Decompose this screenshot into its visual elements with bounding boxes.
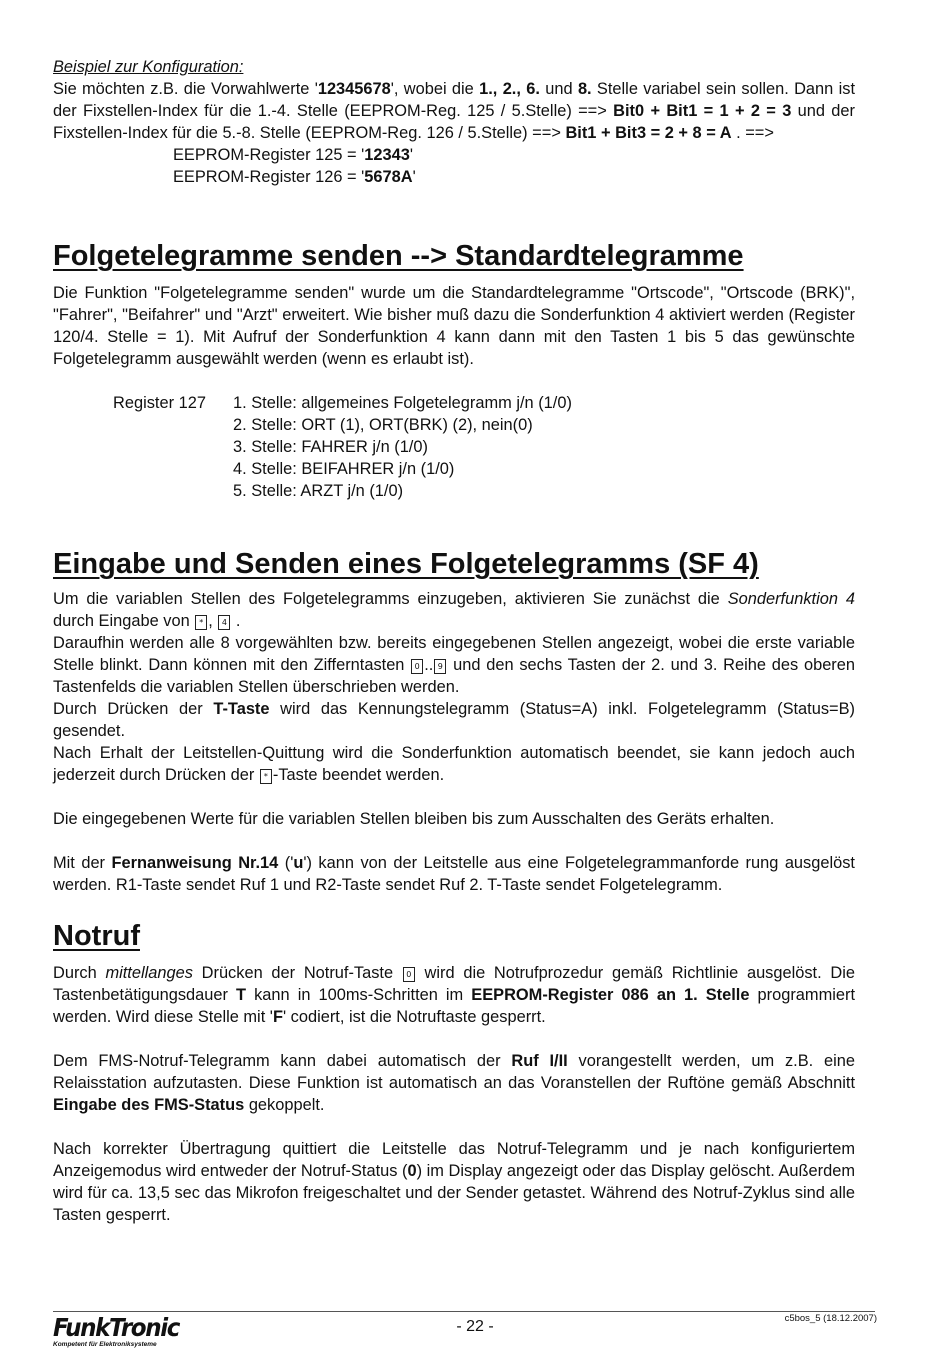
logo-tagline: Kompetent für Elektroniksysteme: [53, 1341, 157, 1348]
page-content: [53, 56, 855, 1226]
document-id: c5bos_5 (18.12.2007): [784, 1313, 877, 1324]
example-paragraph: Sie möchten z.B. die Vorwahlwerte '12345678', wobei die 1., 2., 6. und 8. Stelle variabel sein sollen. Dann ist der Fixstellen-Index für die 1.-4. Stelle (EEPROM-Reg. 125 / 5.Stelle) ==> Bit0 + Bit1 = 1 + 2 = 3 und der Fixstellen-Index für die 5.-8. Stelle (EEPROM-Reg. 126 / 5.Stelle) ==> Bit1 + Bit3 = 2 + 8 = A . ==>: [53, 80, 855, 142]
page-number: - 22 -: [456, 1318, 494, 1335]
section-title-notruf: Notruf: [53, 920, 140, 952]
section3-p2: Dem FMS-Notruf-Telegramm kann dabei automatisch der Ruf I/II vorangestellt werden, um z.B. eine Relaisstation aufzutasten. Diese Funktion ist automatisch an das Voranstellen der Ruftöne gemäß Abschnitt Eingabe des FMS-Status gekoppelt.: [53, 1052, 855, 1114]
eeprom-register-125: EEPROM-Register 125 = '12343': [173, 146, 413, 164]
example-heading: Beispiel zur Konfiguration:: [53, 58, 244, 76]
logo-wordmark: FunkTronic: [53, 1313, 179, 1342]
star-key-icon: *: [195, 615, 207, 630]
section2-p1: Um die variablen Stellen des Folgetelegramms einzugeben, aktivieren Sie zunächst die Sonderfunktion 4 durch Eingabe von * , 4 .: [53, 590, 855, 630]
section1-paragraph: Die Funktion "Folgetelegramme senden" wurde um die Standardtelegramme "Ortscode", "Ortscode (BRK)", "Fahrer", "Beifahrer" und "Arzt" erweitert. Wie bisher muß dazu die Sonderfunktion 4 aktiviert werden (Register 120/4. Stelle = 1). Mit Aufruf der Sonderfunktion 4 kann dann mit den Tasten 1 bis 5 das gewünschte Folgetelegramm ausgewählt werden (wenn es erlaubt ist).: [53, 284, 855, 368]
section-title-eingabe: Eingabe und Senden eines Folgetelegramms (SF 4): [53, 548, 759, 580]
section2-p6: Mit der Fernanweisung Nr.14 ('u') kann von der Leitstelle aus eine Folgetelegrammanforde rung ausgelöst werden. R1-Taste sendet Ruf 1 und R2-Taste sendet Ruf 2. T-Taste sendet Folgetelegramm.: [53, 854, 855, 894]
four-key-icon: 4: [218, 615, 230, 630]
eeprom-register-126: EEPROM-Register 126 = '5678A': [173, 168, 416, 186]
section3-p3: Nach korrekter Übertragung quittiert die Leitstelle das Notruf-Telegramm und je nach konfiguriertem Anzeigemodus wird entweder der Notruf-Status (0) im Display angezeigt oder das Display gelöscht. Außerdem wird für ca. 13,5 sec das Mikrofon freigeschaltet und der Sender getastet. Während des Notruf-Zyklus sind alle Tasten gesperrt.: [53, 1140, 855, 1224]
funktronic-logo: [53, 1313, 179, 1349]
section-title-folgetelegramme: Folgetelegramme senden --> Standardtelegramme: [53, 240, 744, 272]
footer-divider: [53, 1311, 875, 1312]
star-key-icon: *: [260, 769, 272, 784]
register-item: 4. Stelle: BEIFAHRER j/n (1/0): [233, 460, 455, 478]
section2-p4: Nach Erhalt der Leitstellen-Quittung wird die Sonderfunktion automatisch beendet, sie kann jedoch auch jederzeit durch Drücken der * -Taste beendet werden.: [53, 744, 855, 784]
nine-key-icon: 9: [434, 659, 446, 674]
register-item: 3. Stelle: FAHRER j/n (1/0): [233, 438, 428, 456]
section2-p3: Durch Drücken der T-Taste wird das Kennungstelegramm (Status=A) inkl. Folgetelegramm (Status=B) gesendet.: [53, 700, 855, 740]
register-127-table: [53, 392, 855, 502]
section3-p1: Durch mittellanges Drücken der Notruf-Taste 0 wird die Notrufprozedur gemäß Richtlinie ausgelöst. Die Tastenbetätigungsdauer T kann in 100ms-Schritten im EEPROM-Register 086 an 1. Stelle programmiert werden. Wird diese Stelle mit 'F' codiert, ist die Notruftaste gesperrt.: [53, 964, 855, 1026]
zero-key-icon: 0: [403, 967, 415, 982]
section2-p5: Die eingegebenen Werte für die variablen Stellen bleiben bis zum Ausschalten des Geräts erhalten.: [53, 810, 775, 828]
register-item: 1. Stelle: allgemeines Folgetelegramm j/n (1/0): [233, 394, 572, 412]
zero-key-icon: 0: [411, 659, 423, 674]
section2-p2: Daraufhin werden alle 8 vorgewählten bzw. bereits eingegebenen Stellen angezeigt, wobei die erste variable Stelle blinkt. Dann können mit den Zifferntasten 0 .. 9 und den sechs Tasten der 2. und 3. Reihe des oberen Tastenfelds die variablen Stellen überschrieben werden.: [53, 634, 856, 696]
register-item: 5. Stelle: ARZT j/n (1/0): [233, 482, 404, 500]
register-item: 2. Stelle: ORT (1), ORT(BRK) (2), nein(0): [233, 416, 533, 434]
register-label: Register 127: [113, 394, 206, 412]
